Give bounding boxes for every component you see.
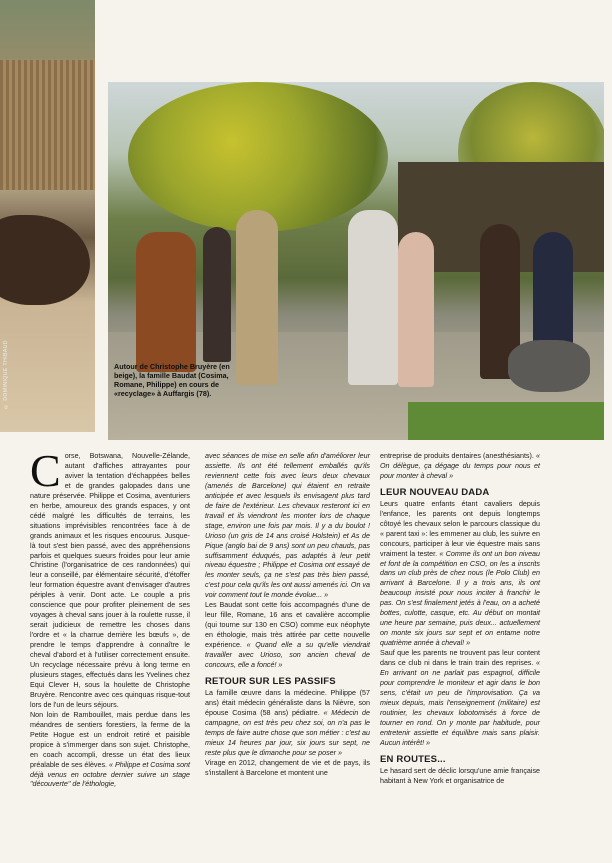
photo-caption: Autour de Christophe Bruyère (en beige), la famille Baudat (Cosima, Romane, Philippe) en cours de «recyclage» à Auffargis (78).: [114, 362, 230, 398]
paragraph-club: [380, 649, 540, 749]
paragraph-rambouillet: [30, 711, 190, 791]
person-cosima: [398, 232, 434, 387]
paragraph-entreprise: [380, 452, 540, 482]
quote-text: « En arrivant on ne parlait pas espagnol, difficile pour comprendre le moniteur et agir dans le bon sens, c'était un peu de l'improvisation. Ça va mieux depuis, mais l'enseignement (militaire) est routinier, les chevaux lobotomisés à force de tourner en rond. On y monte par habitude, pour entretenir assiette et équilibre mais sans plaisir. Aucun intérêt! »: [380, 659, 540, 747]
quote-text: « Médecin de campagne, on est très peu chez soi, on n'a pas le temps de faire autre chose que son métier : c'est au mieux 14 heures par jour, six jours sur sept, ne reste plus que le dimanche pour se poser »: [205, 708, 370, 757]
person-romane: [203, 227, 231, 362]
paragraph-text: La famille œuvre dans la médecine. Philippe (57 ans) était médecin généraliste dans la Nièvre, son épouse Cosima (58 ans) pédiatre.: [205, 688, 370, 717]
thatched-roof: [0, 60, 95, 190]
side-photo-thatched-barn: [0, 0, 95, 432]
dog: [508, 340, 590, 392]
quote-text: « Philippe et Cosima sont déjà venus en octobre dernier suivre un stage "découverte" de l'éthologie,: [30, 760, 190, 789]
text-column-3: [380, 452, 540, 787]
photo-credit: © DOMINIQUE THIBAUD: [3, 340, 9, 410]
person-christophe: [236, 210, 278, 385]
paragraph-seances: avec séances de mise en selle afin d'améliorer leur assiette. Ils ont été tellement emballés qu'ils reviennent cette fois avec leurs deux chevaux (amenés de Barcelone) qui étaient en retraite anticipée et avec lesquels ils envisagent plus tard de faire de l'extérieur. Les chevaux resteront ici en travail et ils viendront les monter lors de chaque stage, environ une fois par mois. Il y a du boulot ! Urioso (un gris de 14 ans croisé Holstein) et As de Pique (anglo bai de 9 ans) sont un peu chauds, pas suffisamment éduqués, pas adaptés à leur petit niveau équestre ; Philippe et Cosima ont essayé de les monter seuls, ça ne s'est pas très bien passé, c'est pour cela qu'ils les ont aussi amenés ici. On va voir comment tout le monde évolue... »: [205, 452, 370, 600]
paragraph-text: entreprise de produits dentaires (anesthésiants).: [380, 452, 537, 460]
quote-text: « Quand elle a su qu'elle viendrait travailler avec Urioso, son ancien cheval de concours, elle a foncé! »: [205, 641, 370, 670]
quote-text: « On délègue, ça dégage du temps pour nous et pour monter à cheval »: [380, 452, 540, 480]
paragraph-baudat: [205, 601, 370, 671]
paragraph-enfants: [380, 500, 540, 649]
paragraph-virage: Virage en 2012, changement de vie et de pays, ils s'installent à Barcelone et montent une: [205, 758, 370, 777]
paragraph-text: Leurs quatre enfants étant cavaliers depuis l'enfance, les parents ont depuis longtemps côtoyé les chevaux selon le parcours classique du « parent taxi »: les emmener au club, les suivre en concours, participer à leur vie équestre mais sans vraiment la tester.: [380, 499, 540, 558]
quote-text: « Comme ils ont un bon niveau et font de la compétition en CSO, on les a inscrits dans un club près de chez nous (le Polo Club) en arrivant à Barcelone. Il y a trois ans, ils ont beaucoup insisté pour nous inciter à franchir le pas. On s'est finalement jetés à l'eau, on a acheté bottes, culotte, casque, etc. Au début on montait une heure par semaine, puis deux... actuellement on monte six jours sur sept et on entame notre quatrième année à cheval! »: [380, 549, 540, 648]
main-photo-family-with-horses: [108, 82, 604, 440]
paragraph-hasard: Le hasard sert de déclic lorsqu'une amie française habitant à New York et organisatrice de: [380, 766, 540, 785]
grey-horse: [348, 210, 398, 385]
drop-cap: C: [30, 445, 61, 496]
section-heading-routes: EN ROUTES...: [380, 753, 446, 765]
paragraph-text: Non loin de Rambouillet, mais perdue dans les méandres de sentiers forestiers, la ferme de la Petite Hogue est un endroit retiré et paisible propice à s'immerger dans son sujet. Christophe, en coach accompli, dresse un état des lieux préalable de ses élèves.: [30, 710, 190, 769]
chestnut-horse: [136, 232, 196, 372]
horse-head-silhouette: [0, 215, 90, 305]
text-column-2: [205, 452, 370, 779]
paragraph-medecine: [205, 689, 370, 759]
paragraph-intro: orse, Botswana, Nouvelle-Zélande, autant d'affiches attrayantes pour aviver la tentation d'échappées belles et de grandes galopades dans une nature préservée. Philippe et Cosima, aventuriers en herbe, amoureux des grands espaces, y ont cédé malgré les difficultés de terrains, les situations imprévisibles rencontrées face à de grands animaux et les risques encourus. Jusque-là tout s'est bien passé, avec des appréhensions parfois et quelques sueurs froides pour leur amie Christine (l'organisatrice de ces randonnées) qui leur a conseillé, par élémentaire sécurité, d'étoffer leur formation équestre avant d'envisager d'autres périples à venir. Dont acte. Le couple a pris conscience que pour profiter pleinement de ses voyages à cheval sans jouer à la roulette russe, il serait judicieux de remettre les choses dans l'ordre et « la charrue derrière les bœufs », de prendre le temps d'apprendre à connaître le cheval d'abord et à l'utiliser correctement ensuite. Un recyclage nécessaire prévu à long terme en plusieurs stages, effectués dans les Yvelines chez Equi Clever H, sous la houlette de Christophe Bruyère. Rencontre avec ces quinquas risque-tout lors de l'un de leurs séjours.: [30, 452, 190, 709]
section-heading-dada: LEUR NOUVEAU DADA: [380, 486, 490, 498]
paragraph-text: Les Baudat sont cette fois accompagnés d'une de leur fille, Romane, 16 ans et cavalière accomplie (qui tourne sur 130 en CSO) comme eux néophyte en éthologie, mais très attirée par cette nouvelle expérience.: [205, 601, 370, 650]
text-column-1: [30, 445, 190, 790]
paragraph-text: Sauf que les parents ne trouvent pas leur content dans ce club ni dans le train train des reprises.: [380, 649, 540, 668]
section-heading-passifs: RETOUR SUR LES PASSIFS: [205, 675, 336, 687]
grass-patch: [408, 402, 604, 440]
